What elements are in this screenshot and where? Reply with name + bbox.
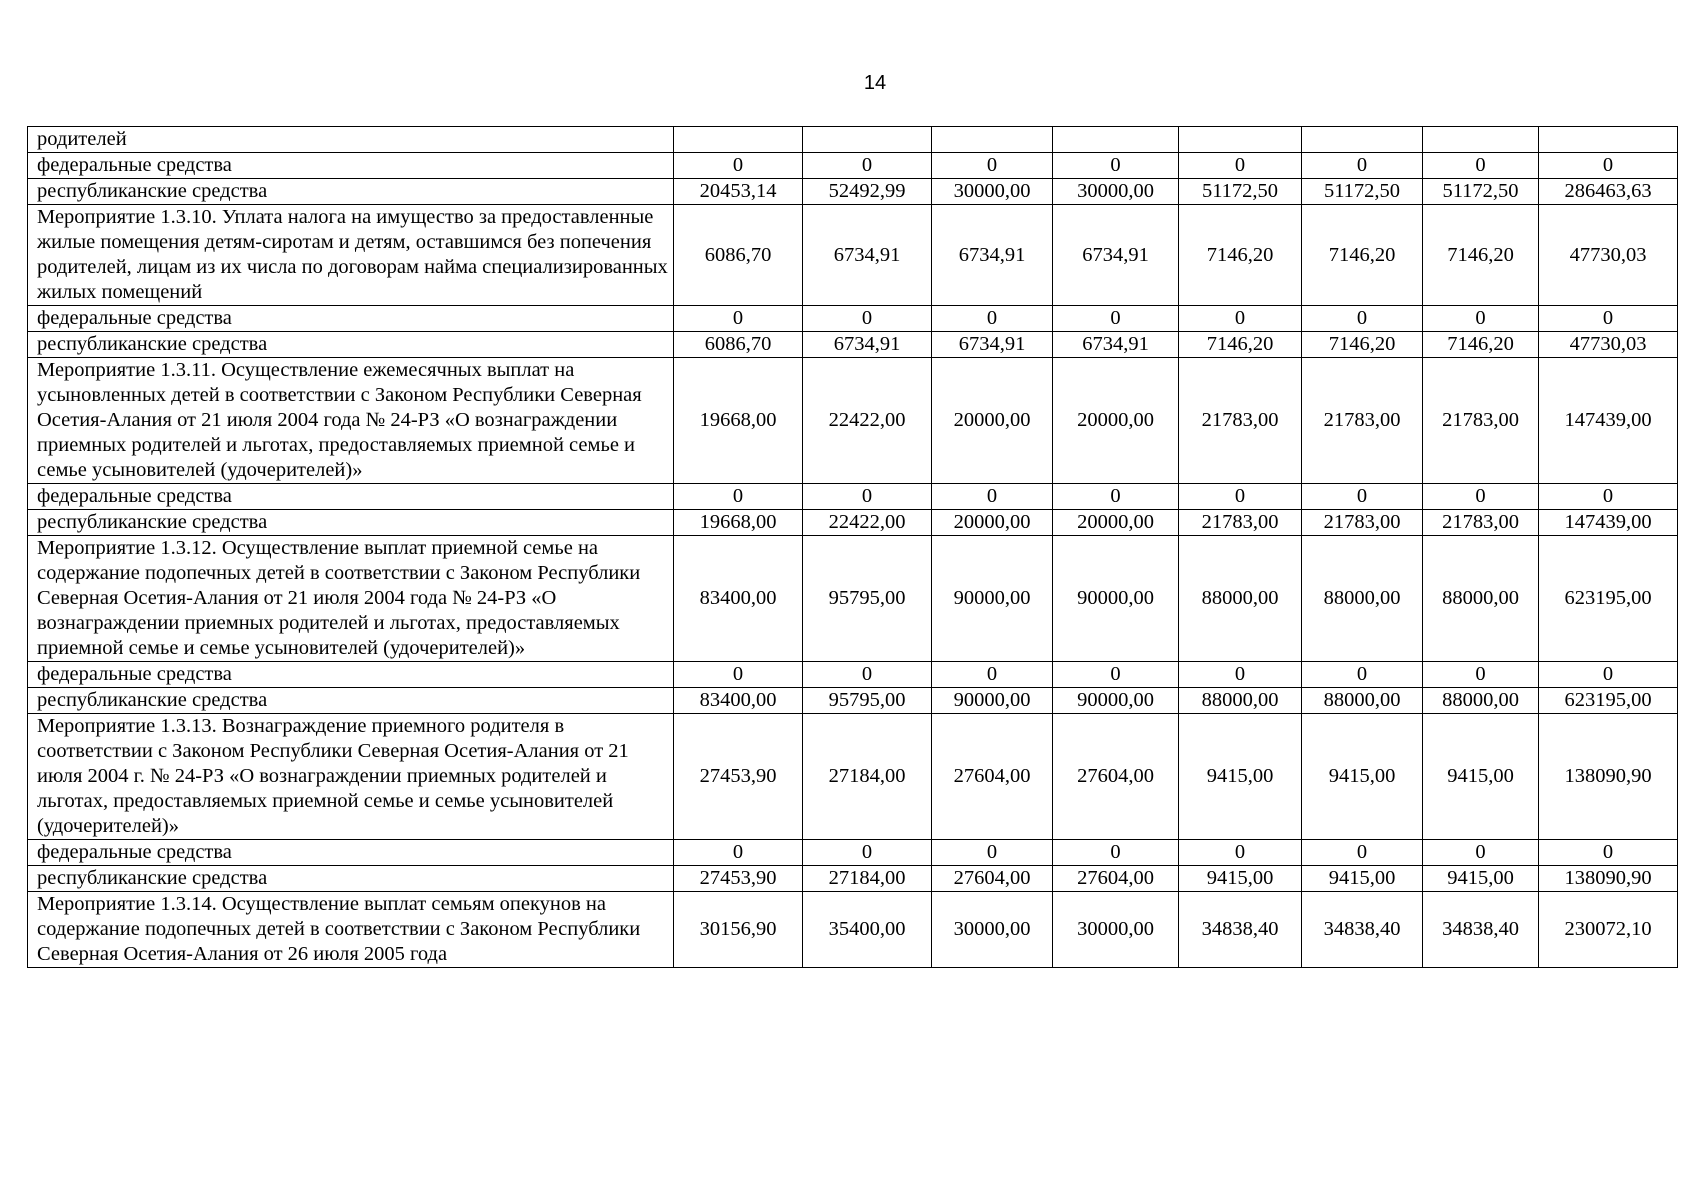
table-row (28, 892, 1678, 968)
value-cell: 7146,20 (1302, 332, 1423, 358)
value-cell: 147439,00 (1539, 510, 1678, 536)
value-cell: 20000,00 (932, 358, 1053, 484)
value-cell: 27604,00 (932, 866, 1053, 892)
value-cell: 88000,00 (1179, 688, 1302, 714)
row-label: федеральные средства (28, 153, 674, 179)
value-cell: 0 (1539, 840, 1678, 866)
value-cell: 0 (1423, 306, 1539, 332)
value-cell: 623195,00 (1539, 536, 1678, 662)
value-cell: 7146,20 (1179, 205, 1302, 306)
table-row (28, 484, 1678, 510)
row-label: республиканские средства (28, 179, 674, 205)
value-cell: 0 (932, 662, 1053, 688)
value-cell: 27453,90 (674, 714, 803, 840)
value-cell: 19668,00 (674, 358, 803, 484)
value-cell: 34838,40 (1302, 892, 1423, 968)
value-cell: 20000,00 (1053, 358, 1179, 484)
value-cell: 83400,00 (674, 536, 803, 662)
value-cell: 0 (1053, 306, 1179, 332)
value-cell: 0 (1423, 153, 1539, 179)
value-cell: 0 (674, 484, 803, 510)
value-cell: 21783,00 (1423, 510, 1539, 536)
value-cell: 0 (932, 153, 1053, 179)
row-label: республиканские средства (28, 866, 674, 892)
row-label: республиканские средства (28, 332, 674, 358)
value-cell: 9415,00 (1179, 714, 1302, 840)
value-cell: 27453,90 (674, 866, 803, 892)
value-cell: 7146,20 (1423, 205, 1539, 306)
value-cell: 0 (1302, 153, 1423, 179)
value-cell: 21783,00 (1302, 510, 1423, 536)
value-cell: 0 (1179, 840, 1302, 866)
value-cell: 138090,90 (1539, 714, 1678, 840)
value-cell: 22422,00 (803, 358, 932, 484)
value-cell: 0 (674, 840, 803, 866)
value-cell (1539, 127, 1678, 153)
value-cell: 21783,00 (1179, 510, 1302, 536)
value-cell: 0 (674, 153, 803, 179)
value-cell: 7146,20 (1302, 205, 1423, 306)
value-cell: 623195,00 (1539, 688, 1678, 714)
table-row (28, 688, 1678, 714)
budget-table (27, 126, 1678, 968)
value-cell: 88000,00 (1302, 536, 1423, 662)
value-cell: 20000,00 (932, 510, 1053, 536)
value-cell: 27604,00 (1053, 866, 1179, 892)
value-cell: 51172,50 (1423, 179, 1539, 205)
value-cell: 27184,00 (803, 866, 932, 892)
value-cell: 95795,00 (803, 688, 932, 714)
value-cell: 21783,00 (1179, 358, 1302, 484)
value-cell: 230072,10 (1539, 892, 1678, 968)
value-cell: 9415,00 (1179, 866, 1302, 892)
value-cell: 88000,00 (1423, 536, 1539, 662)
value-cell: 34838,40 (1179, 892, 1302, 968)
value-cell: 138090,90 (1539, 866, 1678, 892)
value-cell: 6086,70 (674, 332, 803, 358)
value-cell: 51172,50 (1179, 179, 1302, 205)
value-cell: 0 (1302, 484, 1423, 510)
value-cell: 51172,50 (1302, 179, 1423, 205)
value-cell: 47730,03 (1539, 332, 1678, 358)
table-row (28, 306, 1678, 332)
value-cell: 0 (1053, 840, 1179, 866)
value-cell: 0 (1539, 153, 1678, 179)
value-cell (1053, 127, 1179, 153)
table-row (28, 127, 1678, 153)
value-cell: 0 (1423, 662, 1539, 688)
row-label: Мероприятие 1.3.14. Осуществление выплат семьям опекунов на содержание подопечных детей в соответствии с Законом Республики Северная Осетия-Алания от 26 июля 2005 года (28, 892, 674, 968)
value-cell: 6086,70 (674, 205, 803, 306)
value-cell (932, 127, 1053, 153)
value-cell: 0 (803, 306, 932, 332)
value-cell: 27184,00 (803, 714, 932, 840)
value-cell: 90000,00 (932, 688, 1053, 714)
value-cell: 20453,14 (674, 179, 803, 205)
value-cell: 20000,00 (1053, 510, 1179, 536)
value-cell: 0 (1179, 306, 1302, 332)
value-cell: 0 (932, 306, 1053, 332)
value-cell: 52492,99 (803, 179, 932, 205)
value-cell: 0 (1053, 153, 1179, 179)
value-cell: 35400,00 (803, 892, 932, 968)
value-cell: 0 (1423, 484, 1539, 510)
value-cell (803, 127, 932, 153)
value-cell: 21783,00 (1423, 358, 1539, 484)
value-cell: 7146,20 (1423, 332, 1539, 358)
value-cell: 286463,63 (1539, 179, 1678, 205)
value-cell: 0 (1179, 662, 1302, 688)
value-cell: 0 (803, 484, 932, 510)
value-cell: 0 (803, 840, 932, 866)
value-cell: 21783,00 (1302, 358, 1423, 484)
value-cell: 0 (803, 662, 932, 688)
row-label: Мероприятие 1.3.10. Уплата налога на имущество за предоставленные жилые помещения детям-сиротам и детям, оставшимся без попечения родителей, лицам из их числа по договорам найма специализированных жилых помещений (28, 205, 674, 306)
budget-table-body (28, 127, 1678, 968)
value-cell: 19668,00 (674, 510, 803, 536)
table-row (28, 536, 1678, 662)
table-row (28, 179, 1678, 205)
value-cell: 34838,40 (1423, 892, 1539, 968)
value-cell (1179, 127, 1302, 153)
value-cell: 0 (1179, 153, 1302, 179)
row-label: федеральные средства (28, 840, 674, 866)
value-cell: 7146,20 (1179, 332, 1302, 358)
row-label: Мероприятие 1.3.12. Осуществление выплат приемной семье на содержание подопечных детей в соответствии с Законом Республики Северная Осетия-Алания от 21 июля 2004 года № 24-РЗ «О вознаграждении приемных родителей и льготах, предоставляемых приемной семье и семье усыновителей (удочерителей)» (28, 536, 674, 662)
value-cell: 95795,00 (803, 536, 932, 662)
value-cell: 9415,00 (1302, 714, 1423, 840)
value-cell: 6734,91 (1053, 332, 1179, 358)
value-cell: 9415,00 (1423, 866, 1539, 892)
value-cell: 90000,00 (932, 536, 1053, 662)
value-cell: 6734,91 (803, 205, 932, 306)
value-cell: 0 (1539, 484, 1678, 510)
row-label: республиканские средства (28, 510, 674, 536)
value-cell: 30156,90 (674, 892, 803, 968)
table-row (28, 332, 1678, 358)
value-cell: 30000,00 (932, 892, 1053, 968)
value-cell: 6734,91 (803, 332, 932, 358)
value-cell: 0 (1302, 662, 1423, 688)
value-cell: 0 (1053, 484, 1179, 510)
value-cell: 90000,00 (1053, 688, 1179, 714)
value-cell: 0 (803, 153, 932, 179)
value-cell: 47730,03 (1539, 205, 1678, 306)
table-row (28, 662, 1678, 688)
value-cell: 0 (1179, 484, 1302, 510)
table-row (28, 714, 1678, 840)
row-label: Мероприятие 1.3.11. Осуществление ежемесячных выплат на усыновленных детей в соответствии с Законом Республики Северная Осетия-Алания от 21 июля 2004 года № 24-РЗ «О вознаграждении приемных родителей и льготах, предоставляемых приемной семье и семье усыновителей (удочерителей)» (28, 358, 674, 484)
value-cell: 0 (674, 306, 803, 332)
value-cell: 27604,00 (932, 714, 1053, 840)
value-cell: 0 (1539, 662, 1678, 688)
row-label: Мероприятие 1.3.13. Вознаграждение приемного родителя в соответствии с Законом Республики Северная Осетия-Алания от 21 июля 2004 г. № 24-РЗ «О вознаграждении приемных родителей и льготах, предоставляемых приемной семье и семье усыновителей (удочерителей)» (28, 714, 674, 840)
page-number: 14 (863, 72, 887, 94)
value-cell: 88000,00 (1179, 536, 1302, 662)
row-label: республиканские средства (28, 688, 674, 714)
value-cell: 0 (1539, 306, 1678, 332)
table-row (28, 358, 1678, 484)
value-cell: 30000,00 (1053, 179, 1179, 205)
value-cell: 0 (932, 840, 1053, 866)
value-cell: 0 (1053, 662, 1179, 688)
value-cell: 9415,00 (1302, 866, 1423, 892)
value-cell: 0 (1423, 840, 1539, 866)
value-cell (674, 127, 803, 153)
table-row (28, 510, 1678, 536)
table-row (28, 866, 1678, 892)
value-cell (1423, 127, 1539, 153)
value-cell: 9415,00 (1423, 714, 1539, 840)
row-label: федеральные средства (28, 484, 674, 510)
value-cell: 0 (932, 484, 1053, 510)
value-cell: 6734,91 (1053, 205, 1179, 306)
value-cell: 0 (1302, 306, 1423, 332)
value-cell: 0 (1302, 840, 1423, 866)
row-label: федеральные средства (28, 306, 674, 332)
value-cell: 22422,00 (803, 510, 932, 536)
value-cell: 0 (674, 662, 803, 688)
value-cell: 30000,00 (1053, 892, 1179, 968)
table-row (28, 840, 1678, 866)
table-row (28, 153, 1678, 179)
value-cell: 88000,00 (1423, 688, 1539, 714)
value-cell: 83400,00 (674, 688, 803, 714)
value-cell: 30000,00 (932, 179, 1053, 205)
row-label: родителей (28, 127, 674, 153)
value-cell: 27604,00 (1053, 714, 1179, 840)
value-cell: 88000,00 (1302, 688, 1423, 714)
value-cell: 147439,00 (1539, 358, 1678, 484)
row-label: федеральные средства (28, 662, 674, 688)
value-cell: 6734,91 (932, 332, 1053, 358)
value-cell: 6734,91 (932, 205, 1053, 306)
table-row (28, 205, 1678, 306)
value-cell (1302, 127, 1423, 153)
value-cell: 90000,00 (1053, 536, 1179, 662)
